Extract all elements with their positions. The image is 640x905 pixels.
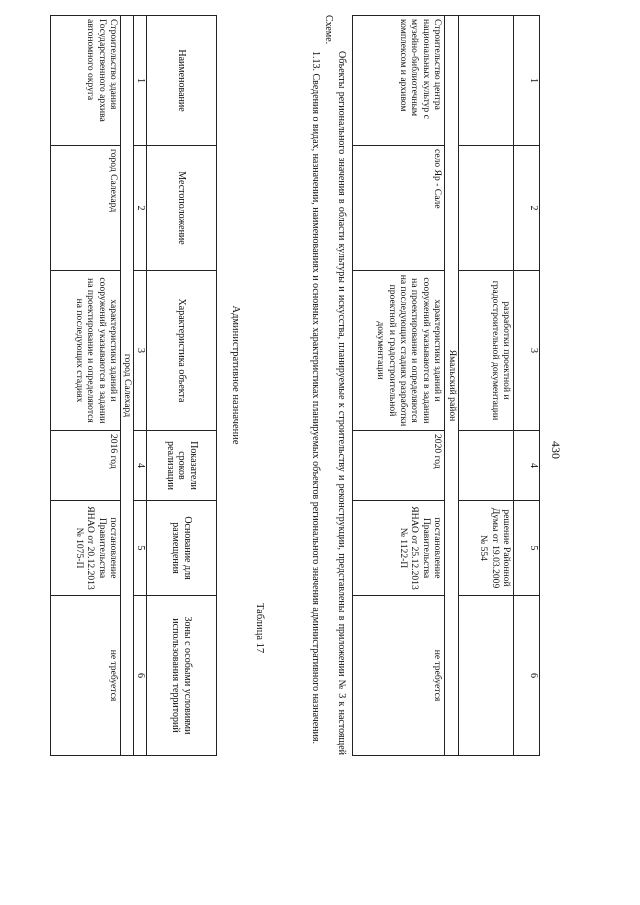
column-header: Местоположение [147, 146, 217, 271]
table-cell [459, 431, 514, 501]
col-number: 5 [134, 501, 147, 596]
column-header: Зоны с особыми условиями использования территорий [147, 596, 217, 756]
col-number: 5 [514, 501, 540, 596]
table-cell: Строительство центра национальных культур с музейно-библиотечным комплексом и архивом [353, 16, 445, 146]
column-header: Показатели сроков реализации [147, 431, 217, 501]
column-header: Наименование [147, 16, 217, 146]
column-header: Характеристика объекта [147, 271, 217, 431]
table-cell: разработки проектной и градостроительной документации [459, 271, 514, 431]
table-cell [459, 596, 514, 756]
table-cell: город Салехард [51, 146, 121, 271]
table-cell: не требуется [51, 596, 121, 756]
col-number: 1 [134, 16, 147, 146]
table-cell: характеристики зданий и сооружений указываются в задании на проектирование и определяются на последующих стадиях разработки проектной и градостроительной документации [353, 271, 445, 431]
col-number: 4 [134, 431, 147, 501]
col-number: 6 [134, 596, 147, 756]
col-number: 4 [514, 431, 540, 501]
col-number: 2 [134, 146, 147, 271]
table-caption: Таблица 17 [254, 603, 265, 654]
col-number: 6 [514, 596, 540, 756]
col-number: 1 [514, 16, 540, 146]
table-cell: постановление Правительства ЯНАО от 25.12.2013 № 1122-П [353, 501, 445, 596]
column-number-row [134, 16, 147, 756]
table-cell [459, 146, 514, 271]
column-header: Основание для размещения [147, 501, 217, 596]
table-cell: постановление Правительства ЯНАО от 20.12.2013 № 1075-П [51, 501, 121, 596]
table-cell: не требуется [353, 596, 445, 756]
paragraph-culture-objects: Объекты регионального значения в области культуры и искусства, планируемые к строительству и реконструкции, представлены в приложении № 3 к настоящей Схеме. [323, 15, 347, 755]
table-17 [50, 15, 217, 756]
table-cell: характеристики зданий и сооружений указываются в задании на проектирование и определяются на последующих стадиях [51, 271, 121, 431]
continued-table [352, 15, 540, 756]
col-number: 2 [514, 146, 540, 271]
table-row [51, 16, 121, 756]
col-number: 3 [134, 271, 147, 431]
table-cell: решение Районной Думы от 19.03.2009 № 554 [459, 501, 514, 596]
table-title: Административное назначение [230, 305, 241, 445]
col-number: 3 [514, 271, 540, 431]
column-number-row [514, 16, 540, 756]
city-heading-row [121, 16, 134, 756]
paragraph-section-1-13: 1.13. Сведения о видах, назначении, наименованиях и основных характеристиках планируемых объектов регионального значения административного назначения. [310, 51, 321, 744]
rotated-page-content [5, 5, 565, 895]
table-row [353, 16, 445, 756]
table-cell: 2016 год [51, 431, 121, 501]
table-cell: 2020 год [353, 431, 445, 501]
table-header-row [147, 16, 217, 756]
district-heading: Ямальский район [445, 16, 459, 756]
table-cell: Строительство здания Государственного архива автономного округа [51, 16, 121, 146]
district-heading-row [445, 16, 459, 756]
table-row [459, 16, 514, 756]
table-cell [459, 16, 514, 146]
table-cell: село Яр - Сале [353, 146, 445, 271]
city-heading: город Салехард [121, 16, 134, 756]
page-number: 430 [549, 441, 563, 459]
